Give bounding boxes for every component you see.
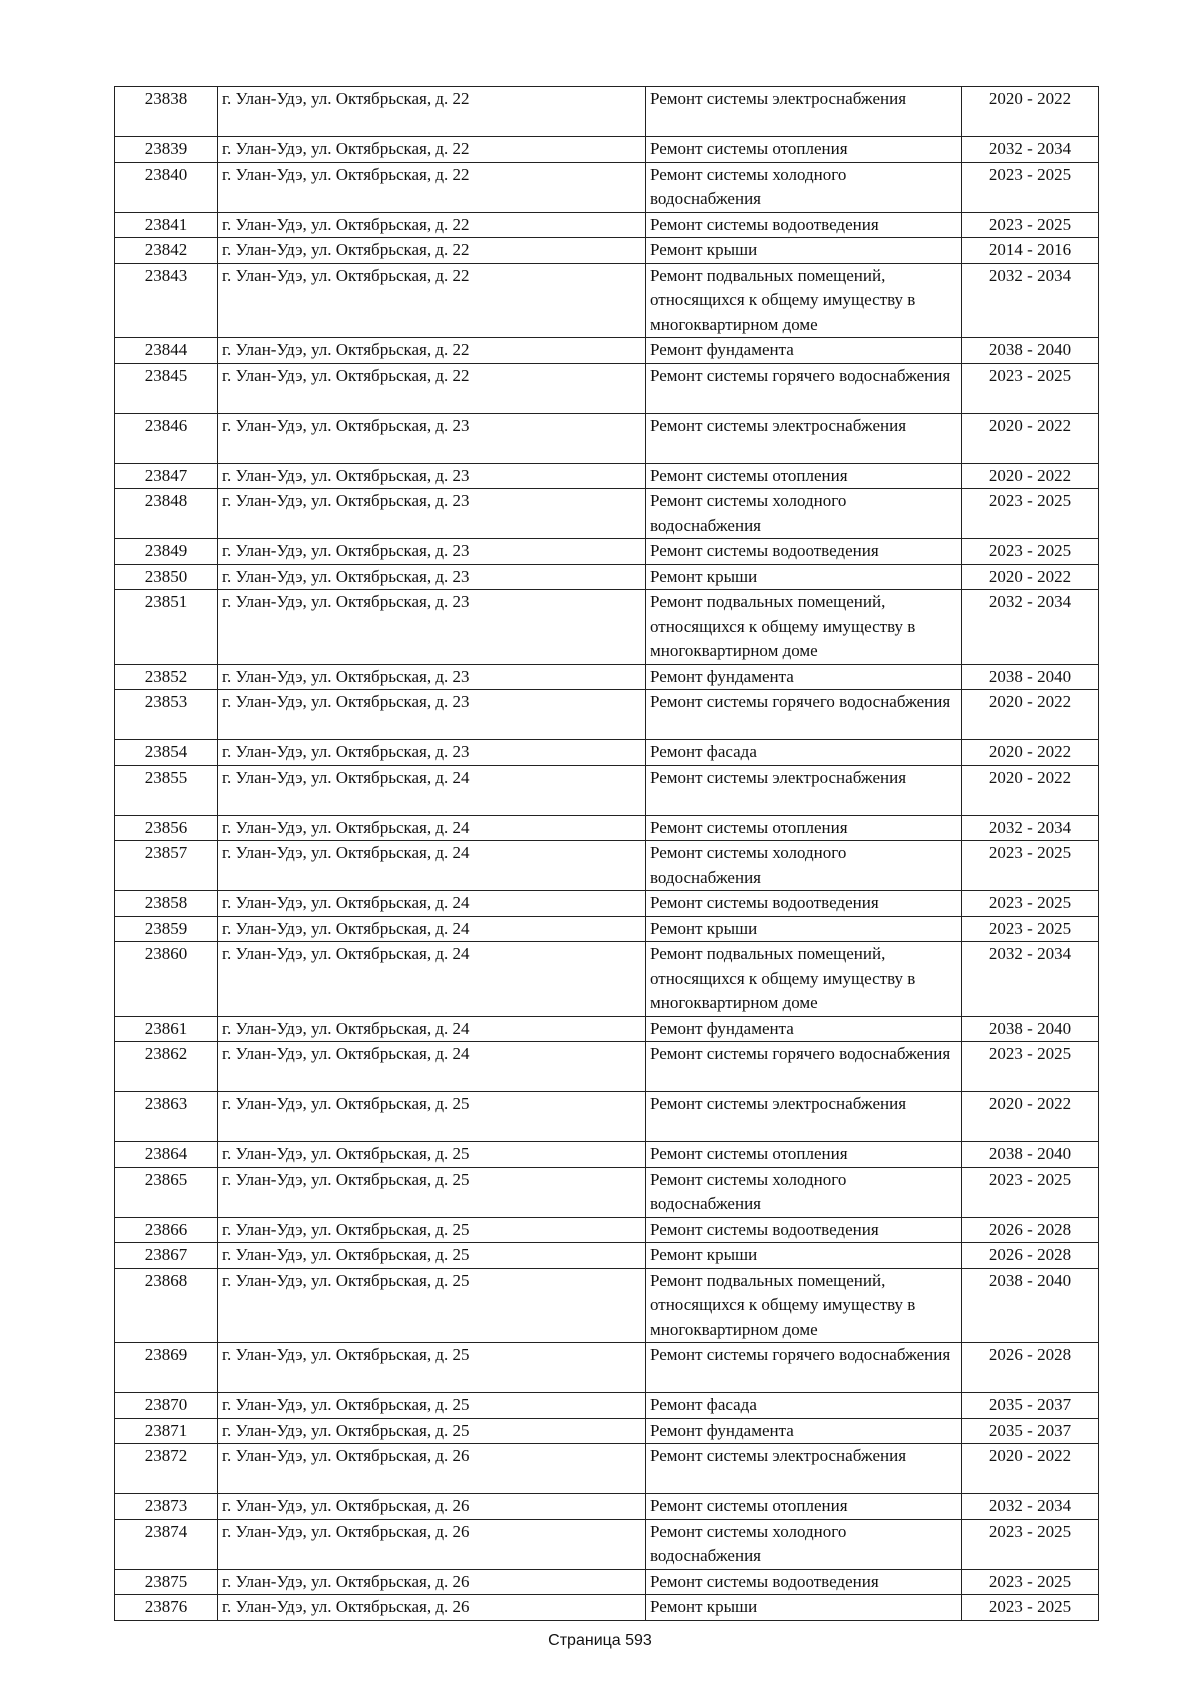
row-number: 23855 — [115, 765, 218, 815]
table-row — [115, 942, 1099, 1017]
table-row — [115, 815, 1099, 841]
row-number: 23861 — [115, 1016, 218, 1042]
row-number: 23856 — [115, 815, 218, 841]
row-work-type: Ремонт системы электроснабжения — [646, 1444, 962, 1494]
table-row — [115, 1092, 1099, 1142]
row-address: г. Улан-Удэ, ул. Октябрьская, д. 22 — [218, 263, 646, 338]
row-period: 2038 - 2040 — [962, 338, 1099, 364]
row-address: г. Улан-Удэ, ул. Октябрьская, д. 23 — [218, 690, 646, 740]
row-number: 23872 — [115, 1444, 218, 1494]
row-work-type: Ремонт системы горячего водоснабжения — [646, 1042, 962, 1092]
row-address: г. Улан-Удэ, ул. Октябрьская, д. 23 — [218, 539, 646, 565]
row-number: 23874 — [115, 1519, 218, 1569]
row-number: 23867 — [115, 1243, 218, 1269]
table-row — [115, 1343, 1099, 1393]
table-row — [115, 263, 1099, 338]
row-address: г. Улан-Удэ, ул. Октябрьская, д. 23 — [218, 564, 646, 590]
row-number: 23866 — [115, 1217, 218, 1243]
table-row — [115, 664, 1099, 690]
row-work-type: Ремонт подвальных помещений, относящихся к общему имуществу в многоквартирном доме — [646, 263, 962, 338]
row-work-type: Ремонт крыши — [646, 1243, 962, 1269]
row-address: г. Улан-Удэ, ул. Октябрьская, д. 23 — [218, 463, 646, 489]
table-row — [115, 162, 1099, 212]
row-address: г. Улан-Удэ, ул. Октябрьская, д. 26 — [218, 1444, 646, 1494]
row-period: 2020 - 2022 — [962, 564, 1099, 590]
table-row — [115, 363, 1099, 413]
row-work-type: Ремонт подвальных помещений, относящихся к общему имуществу в многоквартирном доме — [646, 1268, 962, 1343]
row-period: 2026 - 2028 — [962, 1243, 1099, 1269]
row-period: 2035 - 2037 — [962, 1393, 1099, 1419]
table-row — [115, 463, 1099, 489]
row-work-type: Ремонт крыши — [646, 238, 962, 264]
row-address: г. Улан-Удэ, ул. Октябрьская, д. 22 — [218, 137, 646, 163]
row-work-type: Ремонт крыши — [646, 564, 962, 590]
row-number: 23864 — [115, 1142, 218, 1168]
row-address: г. Улан-Удэ, ул. Октябрьская, д. 25 — [218, 1268, 646, 1343]
row-period: 2020 - 2022 — [962, 765, 1099, 815]
row-work-type: Ремонт фундамента — [646, 1016, 962, 1042]
row-period: 2038 - 2040 — [962, 664, 1099, 690]
table-row — [115, 1016, 1099, 1042]
row-work-type: Ремонт системы водоотведения — [646, 539, 962, 565]
row-address: г. Улан-Удэ, ул. Октябрьская, д. 22 — [218, 338, 646, 364]
row-period: 2032 - 2034 — [962, 137, 1099, 163]
row-period: 2023 - 2025 — [962, 489, 1099, 539]
row-period: 2032 - 2034 — [962, 942, 1099, 1017]
table-body — [115, 87, 1099, 1621]
row-work-type: Ремонт подвальных помещений, относящихся к общему имуществу в многоквартирном доме — [646, 942, 962, 1017]
table-row — [115, 137, 1099, 163]
row-address: г. Улан-Удэ, ул. Октябрьская, д. 25 — [218, 1393, 646, 1419]
row-work-type: Ремонт системы отопления — [646, 1142, 962, 1168]
row-address: г. Улан-Удэ, ул. Октябрьская, д. 25 — [218, 1418, 646, 1444]
table-row — [115, 916, 1099, 942]
row-period: 2023 - 2025 — [962, 1042, 1099, 1092]
row-period: 2026 - 2028 — [962, 1217, 1099, 1243]
row-period: 2032 - 2034 — [962, 1494, 1099, 1520]
row-period: 2020 - 2022 — [962, 413, 1099, 463]
row-number: 23853 — [115, 690, 218, 740]
row-number: 23854 — [115, 740, 218, 766]
row-number: 23859 — [115, 916, 218, 942]
row-work-type: Ремонт системы водоотведения — [646, 1569, 962, 1595]
row-period: 2035 - 2037 — [962, 1418, 1099, 1444]
row-work-type: Ремонт системы холодного водоснабжения — [646, 841, 962, 891]
row-address: г. Улан-Удэ, ул. Октябрьская, д. 25 — [218, 1243, 646, 1269]
row-period: 2023 - 2025 — [962, 363, 1099, 413]
row-number: 23865 — [115, 1167, 218, 1217]
row-number: 23845 — [115, 363, 218, 413]
row-period: 2014 - 2016 — [962, 238, 1099, 264]
table-row — [115, 413, 1099, 463]
row-work-type: Ремонт фундамента — [646, 338, 962, 364]
row-work-type: Ремонт крыши — [646, 916, 962, 942]
row-period: 2023 - 2025 — [962, 1167, 1099, 1217]
table-row — [115, 1167, 1099, 1217]
row-number: 23871 — [115, 1418, 218, 1444]
row-period: 2020 - 2022 — [962, 740, 1099, 766]
row-address: г. Улан-Удэ, ул. Октябрьская, д. 23 — [218, 664, 646, 690]
row-address: г. Улан-Удэ, ул. Октябрьская, д. 22 — [218, 162, 646, 212]
table-row — [115, 891, 1099, 917]
row-address: г. Улан-Удэ, ул. Октябрьская, д. 24 — [218, 916, 646, 942]
row-address: г. Улан-Удэ, ул. Октябрьская, д. 25 — [218, 1092, 646, 1142]
table-row — [115, 1393, 1099, 1419]
table-row — [115, 338, 1099, 364]
row-number: 23863 — [115, 1092, 218, 1142]
row-work-type: Ремонт системы горячего водоснабжения — [646, 690, 962, 740]
page-number: Страница 593 — [548, 1632, 652, 1649]
row-period: 2023 - 2025 — [962, 1569, 1099, 1595]
row-number: 23875 — [115, 1569, 218, 1595]
row-address: г. Улан-Удэ, ул. Октябрьская, д. 23 — [218, 413, 646, 463]
row-address: г. Улан-Удэ, ул. Октябрьская, д. 25 — [218, 1343, 646, 1393]
table-row — [115, 1418, 1099, 1444]
row-number: 23846 — [115, 413, 218, 463]
row-period: 2020 - 2022 — [962, 1092, 1099, 1142]
row-number: 23868 — [115, 1268, 218, 1343]
table-row — [115, 87, 1099, 137]
table-row — [115, 539, 1099, 565]
table-row — [115, 1268, 1099, 1343]
row-address: г. Улан-Удэ, ул. Октябрьская, д. 24 — [218, 815, 646, 841]
row-period: 2038 - 2040 — [962, 1268, 1099, 1343]
table-row — [115, 1595, 1099, 1621]
row-period: 2023 - 2025 — [962, 212, 1099, 238]
row-number: 23857 — [115, 841, 218, 891]
row-work-type: Ремонт фасада — [646, 1393, 962, 1419]
row-number: 23850 — [115, 564, 218, 590]
row-work-type: Ремонт фундамента — [646, 664, 962, 690]
table-row — [115, 1519, 1099, 1569]
row-number: 23849 — [115, 539, 218, 565]
row-number: 23852 — [115, 664, 218, 690]
row-work-type: Ремонт системы холодного водоснабжения — [646, 489, 962, 539]
row-address: г. Улан-Удэ, ул. Октябрьская, д. 24 — [218, 891, 646, 917]
row-work-type: Ремонт системы холодного водоснабжения — [646, 162, 962, 212]
row-work-type: Ремонт системы горячего водоснабжения — [646, 1343, 962, 1393]
row-address: г. Улан-Удэ, ул. Октябрьская, д. 26 — [218, 1494, 646, 1520]
row-work-type: Ремонт системы холодного водоснабжения — [646, 1167, 962, 1217]
table-row — [115, 765, 1099, 815]
row-work-type: Ремонт системы электроснабжения — [646, 765, 962, 815]
row-work-type: Ремонт фасада — [646, 740, 962, 766]
table-row — [115, 1243, 1099, 1269]
row-address: г. Улан-Удэ, ул. Октябрьская, д. 25 — [218, 1142, 646, 1168]
table-row — [115, 1042, 1099, 1092]
table-row — [115, 1217, 1099, 1243]
table-row — [115, 690, 1099, 740]
row-period: 2023 - 2025 — [962, 162, 1099, 212]
row-address: г. Улан-Удэ, ул. Октябрьская, д. 26 — [218, 1595, 646, 1621]
row-period: 2023 - 2025 — [962, 1595, 1099, 1621]
row-number: 23869 — [115, 1343, 218, 1393]
row-period: 2020 - 2022 — [962, 463, 1099, 489]
row-address: г. Улан-Удэ, ул. Октябрьская, д. 23 — [218, 590, 646, 665]
table-row — [115, 238, 1099, 264]
row-address: г. Улан-Удэ, ул. Октябрьская, д. 24 — [218, 1042, 646, 1092]
row-number: 23840 — [115, 162, 218, 212]
table-row — [115, 1444, 1099, 1494]
row-number: 23870 — [115, 1393, 218, 1419]
row-period: 2023 - 2025 — [962, 891, 1099, 917]
table-row — [115, 590, 1099, 665]
row-number: 23842 — [115, 238, 218, 264]
row-work-type: Ремонт системы водоотведения — [646, 891, 962, 917]
row-period: 2023 - 2025 — [962, 539, 1099, 565]
row-work-type: Ремонт системы электроснабжения — [646, 413, 962, 463]
row-work-type: Ремонт системы электроснабжения — [646, 1092, 962, 1142]
row-work-type: Ремонт системы водоотведения — [646, 1217, 962, 1243]
row-work-type: Ремонт системы горячего водоснабжения — [646, 363, 962, 413]
row-address: г. Улан-Удэ, ул. Октябрьская, д. 24 — [218, 765, 646, 815]
row-work-type: Ремонт системы электроснабжения — [646, 87, 962, 137]
row-number: 23873 — [115, 1494, 218, 1520]
table-row — [115, 1569, 1099, 1595]
table-row — [115, 212, 1099, 238]
row-period: 2032 - 2034 — [962, 263, 1099, 338]
row-address: г. Улан-Удэ, ул. Октябрьская, д. 24 — [218, 942, 646, 1017]
row-number: 23876 — [115, 1595, 218, 1621]
row-address: г. Улан-Удэ, ул. Октябрьская, д. 24 — [218, 841, 646, 891]
row-period: 2020 - 2022 — [962, 87, 1099, 137]
row-address: г. Улан-Удэ, ул. Октябрьская, д. 26 — [218, 1569, 646, 1595]
row-number: 23844 — [115, 338, 218, 364]
row-address: г. Улан-Удэ, ул. Октябрьская, д. 22 — [218, 363, 646, 413]
row-work-type: Ремонт системы отопления — [646, 463, 962, 489]
table-row — [115, 489, 1099, 539]
row-period: 2032 - 2034 — [962, 590, 1099, 665]
row-period: 2023 - 2025 — [962, 841, 1099, 891]
table-row — [115, 740, 1099, 766]
row-address: г. Улан-Удэ, ул. Октябрьская, д. 25 — [218, 1217, 646, 1243]
row-number: 23839 — [115, 137, 218, 163]
row-address: г. Улан-Удэ, ул. Октябрьская, д. 23 — [218, 740, 646, 766]
row-period: 2020 - 2022 — [962, 690, 1099, 740]
row-address: г. Улан-Удэ, ул. Октябрьская, д. 26 — [218, 1519, 646, 1569]
row-work-type: Ремонт системы отопления — [646, 137, 962, 163]
row-period: 2020 - 2022 — [962, 1444, 1099, 1494]
row-period: 2038 - 2040 — [962, 1016, 1099, 1042]
table-row — [115, 841, 1099, 891]
row-number: 23862 — [115, 1042, 218, 1092]
row-period: 2023 - 2025 — [962, 916, 1099, 942]
row-address: г. Улан-Удэ, ул. Октябрьская, д. 24 — [218, 1016, 646, 1042]
row-address: г. Улан-Удэ, ул. Октябрьская, д. 23 — [218, 489, 646, 539]
row-number: 23838 — [115, 87, 218, 137]
row-work-type: Ремонт подвальных помещений, относящихся к общему имуществу в многоквартирном доме — [646, 590, 962, 665]
row-number: 23847 — [115, 463, 218, 489]
row-number: 23851 — [115, 590, 218, 665]
table-row — [115, 564, 1099, 590]
table-row — [115, 1142, 1099, 1168]
row-number: 23843 — [115, 263, 218, 338]
row-work-type: Ремонт системы отопления — [646, 815, 962, 841]
row-number: 23841 — [115, 212, 218, 238]
row-address: г. Улан-Удэ, ул. Октябрьская, д. 25 — [218, 1167, 646, 1217]
row-number: 23858 — [115, 891, 218, 917]
row-work-type: Ремонт системы водоотведения — [646, 212, 962, 238]
row-period: 2023 - 2025 — [962, 1519, 1099, 1569]
row-address: г. Улан-Удэ, ул. Октябрьская, д. 22 — [218, 87, 646, 137]
row-address: г. Улан-Удэ, ул. Октябрьская, д. 22 — [218, 238, 646, 264]
table-row — [115, 1494, 1099, 1520]
row-work-type: Ремонт крыши — [646, 1595, 962, 1621]
row-work-type: Ремонт системы отопления — [646, 1494, 962, 1520]
row-work-type: Ремонт фундамента — [646, 1418, 962, 1444]
row-period: 2032 - 2034 — [962, 815, 1099, 841]
row-period: 2026 - 2028 — [962, 1343, 1099, 1393]
row-address: г. Улан-Удэ, ул. Октябрьская, д. 22 — [218, 212, 646, 238]
row-period: 2038 - 2040 — [962, 1142, 1099, 1168]
works-table — [114, 86, 1099, 1621]
row-work-type: Ремонт системы холодного водоснабжения — [646, 1519, 962, 1569]
row-number: 23848 — [115, 489, 218, 539]
row-number: 23860 — [115, 942, 218, 1017]
